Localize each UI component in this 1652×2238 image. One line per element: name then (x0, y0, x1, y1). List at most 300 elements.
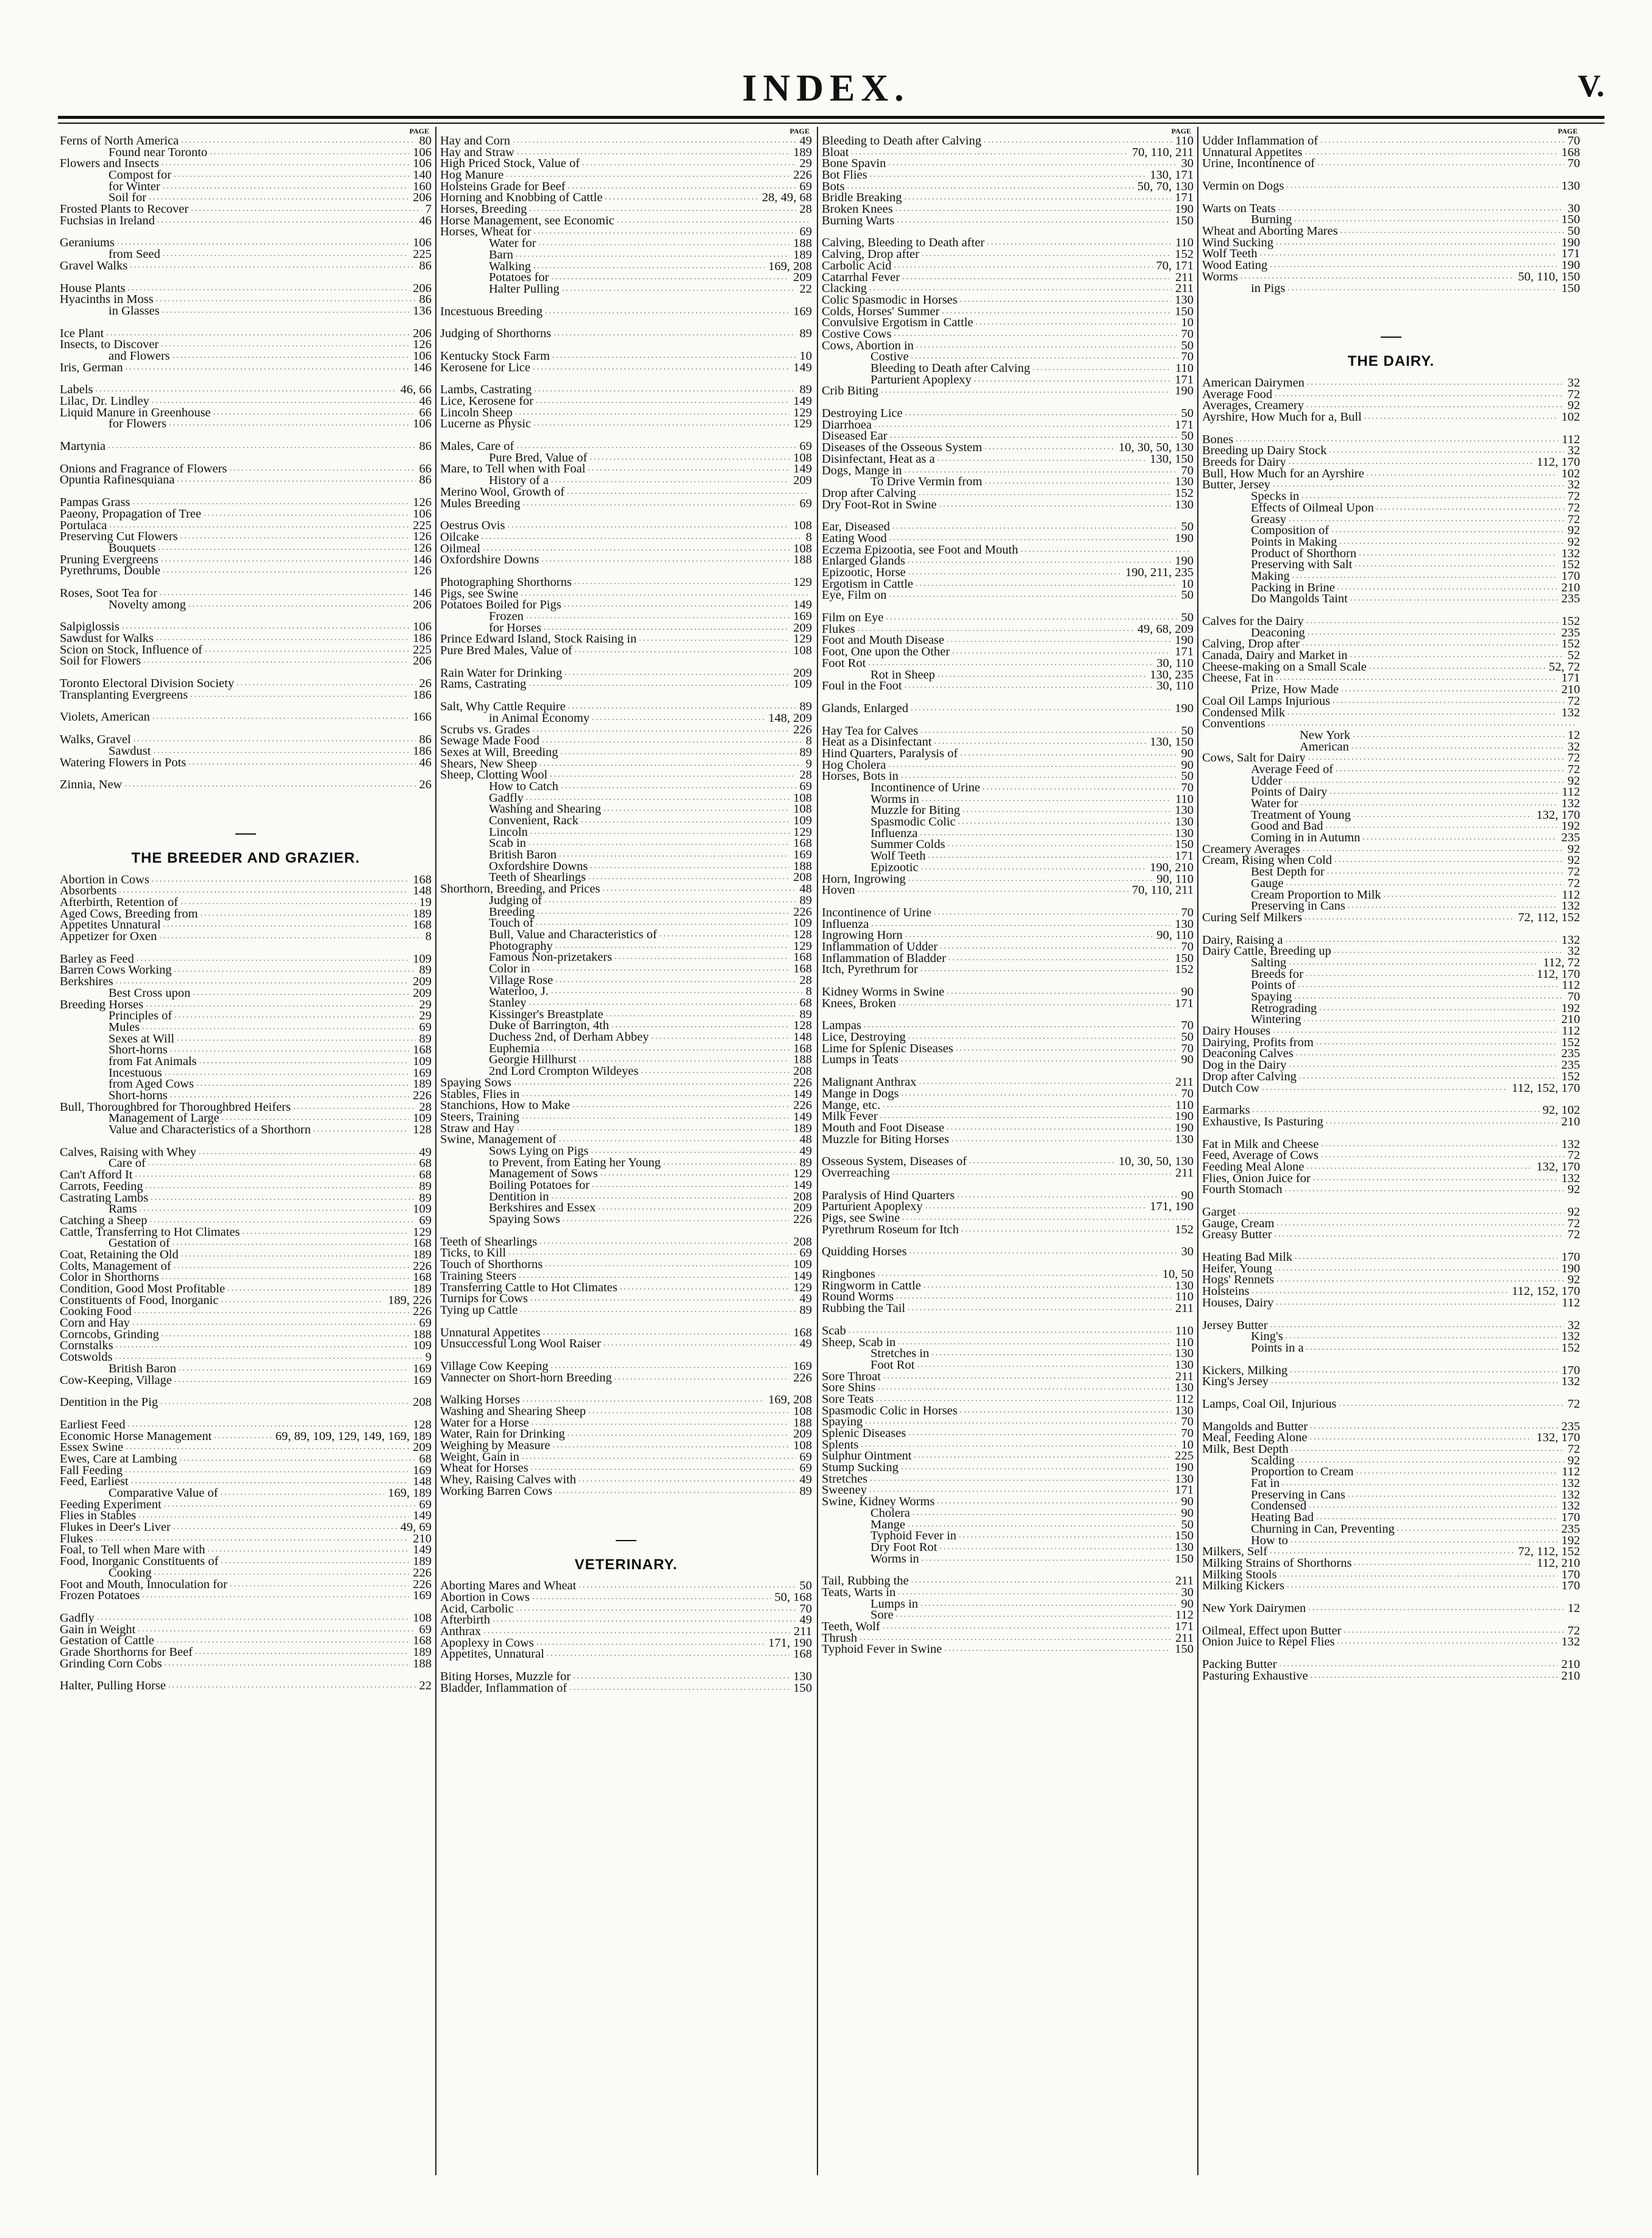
dot-leader (177, 474, 415, 486)
page-ref: 70 (1567, 134, 1580, 148)
page-ref: 150 (1561, 213, 1580, 227)
entry-text: Fourth Stomach (1202, 1183, 1283, 1197)
page-ref: 108 (793, 644, 812, 658)
entry-text: Cream, Rising when Cold (1202, 854, 1332, 868)
entry-text: New York Dairymen (1202, 1601, 1306, 1615)
dot-leader (889, 533, 1172, 544)
dot-leader (152, 396, 416, 407)
index-entry (822, 1382, 1194, 1394)
page-ref: 171 (1175, 372, 1194, 387)
dot-leader (293, 1102, 416, 1113)
entry-text: Flies in Stables (60, 1509, 137, 1523)
entry-text: Mange (871, 1517, 905, 1531)
entry-text: Principles of (109, 1009, 173, 1023)
entry-text: Touch of Shorthorns (440, 1258, 543, 1272)
dot-leader (1340, 226, 1564, 237)
page-ref: 89 (799, 1007, 812, 1021)
dot-leader (899, 998, 1171, 1010)
entry-text: Prize, How Made (1251, 683, 1339, 697)
dot-leader (561, 747, 796, 758)
entry-text: New York (1300, 728, 1351, 742)
entry-text: Potatoes for (489, 271, 549, 285)
page-ref: 90, 110 (1156, 928, 1194, 943)
entry-text: Breeds for Dairy (1202, 455, 1286, 469)
entry-text: Bleeding to Death after Calving (822, 134, 981, 148)
entry-text: Dry Foot-Rot in Swine (822, 497, 937, 511)
index-entry (822, 1405, 1194, 1417)
index-entry (822, 567, 1194, 579)
entry-text: Duke of Barrington, 4th (489, 1019, 609, 1033)
index-group (822, 521, 1194, 601)
page-ref: 130 (1175, 293, 1194, 307)
page-ref: 168 (793, 1041, 812, 1055)
entry-text: Zinnia, New (60, 778, 123, 792)
group-spacer (1202, 1354, 1580, 1365)
dot-leader (1238, 1206, 1564, 1218)
dot-leader (1397, 1523, 1558, 1535)
entry-text: Oxfordshire Downs (489, 859, 588, 873)
index-entry (440, 577, 812, 588)
dot-leader (1279, 1569, 1558, 1581)
dot-leader (876, 1394, 1172, 1405)
page-ref: 12 (1567, 1601, 1580, 1615)
page-ref: 206 (413, 281, 432, 295)
dot-leader (922, 249, 1171, 260)
entry-text: Oestrus Ovis (440, 519, 505, 533)
dot-leader (975, 317, 1177, 329)
entry-text: Oilmeal (440, 541, 481, 555)
page-ref: 169 (413, 1463, 432, 1477)
entry-text: Dairy Cattle, Breeding up (1202, 944, 1331, 958)
dot-leader (533, 226, 796, 238)
index-entry (822, 454, 1194, 465)
dot-leader (507, 520, 789, 532)
entry-text: Milking Strains of Shorthorns (1202, 1556, 1352, 1570)
dot-leader (921, 862, 1147, 874)
index-entry (440, 441, 812, 452)
page-ref: 89 (799, 893, 812, 907)
page-ref: 192 (1561, 819, 1580, 833)
dot-leader (590, 861, 789, 872)
page-ref: 209 (413, 975, 432, 989)
index-subentry (60, 599, 432, 611)
index-subentry (60, 1363, 432, 1375)
entry-text: Drop after Calving (822, 486, 916, 500)
page-ref: 206 (413, 654, 432, 668)
entry-text: Afterbirth, Retention of (60, 896, 179, 909)
dot-leader (1316, 1037, 1558, 1049)
entry-text: Carrots, Feeding (60, 1179, 143, 1193)
page-ref: 150 (1175, 213, 1194, 227)
page-ref: 128 (413, 1417, 432, 1431)
page-ref: 49 (419, 1145, 432, 1159)
page-ref: 30 (1181, 1585, 1194, 1599)
entry-text: Euphemia (489, 1041, 540, 1055)
entry-text: Good and Bad (1251, 819, 1323, 833)
dot-leader (620, 1282, 789, 1294)
index-group (822, 725, 1194, 896)
page-ref: 189 (413, 1645, 432, 1659)
dot-leader (134, 1306, 409, 1317)
index-subentry (822, 862, 1194, 874)
page-ref: 86 (419, 258, 432, 273)
entry-text: Sawdust for Walks (60, 632, 154, 646)
page-ref: 10 (1181, 577, 1194, 591)
dot-leader (942, 306, 1171, 318)
page-ref: 168 (413, 1634, 432, 1648)
entry-text: Best Depth for (1251, 865, 1325, 879)
index-entry (822, 1246, 1194, 1258)
index-subentry (1202, 1478, 1580, 1489)
index-subentry (1202, 798, 1580, 810)
page-ref: 90 (1181, 1053, 1194, 1067)
page-ref: 132 (1561, 1635, 1580, 1649)
index-entry (60, 1249, 432, 1261)
index-subentry (440, 997, 812, 1009)
page-ref: 126 (413, 564, 432, 578)
dot-leader (1305, 912, 1514, 924)
entry-text: Parturient Apoplexy (822, 1200, 923, 1214)
group-spacer (1202, 1094, 1580, 1105)
dot-leader (530, 1293, 796, 1305)
dot-leader (539, 758, 802, 770)
index-group (1202, 1365, 1580, 1388)
dot-leader (162, 305, 410, 317)
entry-text: Roses, Soot Tea for (60, 586, 157, 600)
page-ref: 68 (419, 1452, 432, 1466)
dot-leader (1276, 237, 1558, 249)
page-ref: 226 (413, 1305, 432, 1319)
index-group (60, 441, 432, 452)
dot-leader (213, 407, 416, 419)
dot-leader (1321, 1150, 1564, 1161)
page-ref: 132 (1561, 546, 1580, 560)
entry-text: Short-horns (109, 1043, 168, 1057)
entry-text: Splents (822, 1438, 859, 1452)
entry-text: Colds, Horses' Summer (822, 304, 940, 318)
page-ref: 226 (413, 1566, 432, 1580)
dot-leader (1305, 147, 1558, 159)
index-entry (1202, 1206, 1580, 1218)
page-ref: 130, 150 (1150, 735, 1194, 749)
entry-text: Breeds for (1251, 967, 1303, 981)
page-ref: 50, 168 (774, 1590, 812, 1604)
dot-leader (536, 396, 789, 407)
section-header (1202, 337, 1580, 368)
group-spacer (60, 272, 432, 283)
page-ref: 49, 69 (400, 1520, 432, 1534)
entry-text: Rams (109, 1202, 137, 1216)
entry-text: Wind Sucking (1202, 235, 1274, 249)
page-ref: 89 (419, 1179, 432, 1193)
entry-text: High Priced Stock, Value of (440, 157, 580, 171)
dot-leader (201, 908, 410, 920)
page-ref: 189 (413, 1282, 432, 1295)
page-ref: 110 (1175, 792, 1194, 806)
entry-text: Colic Spasmodic in Horses (822, 293, 958, 307)
entry-text: Cheese, Fat in (1202, 671, 1273, 685)
entry-text: Abortion in Cows (60, 872, 149, 886)
entry-text: Dutch Cow (1202, 1081, 1259, 1095)
dot-leader (529, 679, 789, 690)
index-entry (440, 1111, 812, 1123)
entry-text: Lumps in (871, 1597, 919, 1611)
entry-text: Dairy, Raising a (1202, 933, 1283, 947)
page-ref: 149 (793, 1178, 812, 1192)
page-ref: 70 (1181, 350, 1194, 364)
page-ref: 22 (419, 1679, 432, 1693)
entry-text: Heifer, Young (1202, 1261, 1272, 1275)
entry-text: Bones (1202, 432, 1234, 446)
page-ref: 210 (413, 1531, 432, 1545)
page-ref: 171, 190 (768, 1636, 812, 1650)
dot-leader (600, 1168, 789, 1180)
index-entry (822, 1621, 1194, 1633)
entry-text: Sheep, Clotting Wool (440, 768, 548, 782)
page-ref: 225 (413, 643, 432, 657)
dot-leader (896, 1291, 1172, 1303)
entry-text: Pigs, see Swine (440, 586, 519, 600)
entry-text: Horning and Knobbing of Cattle (440, 191, 603, 205)
index-group (1202, 1320, 1580, 1354)
entry-text: Whey, Raising Calves with (440, 1473, 576, 1487)
dot-leader (547, 1648, 789, 1660)
page-ref: 108 (793, 519, 812, 533)
index-entry (60, 1340, 432, 1352)
page-ref: 152 (1175, 486, 1194, 500)
index-entry (440, 362, 812, 374)
entry-text: Water for (1251, 797, 1298, 810)
entry-text: Typhoid Fever in (871, 1529, 956, 1543)
entry-text: Costive (871, 350, 909, 364)
page-ref: 30, 110 (1156, 656, 1194, 670)
dot-leader (1296, 1048, 1558, 1060)
page-ref: 235 (1561, 1058, 1580, 1072)
entry-text: Do Mangolds Taint (1251, 592, 1348, 606)
index-entry (60, 260, 432, 272)
dot-leader (532, 1592, 771, 1603)
entry-text: Meal, Feeding Alone (1202, 1431, 1308, 1445)
page-ref: 86 (419, 293, 432, 307)
dot-leader (1306, 616, 1558, 627)
group-spacer (1202, 1681, 1580, 1692)
entry-text: Packing Butter (1202, 1658, 1277, 1671)
index-entry (822, 1587, 1194, 1598)
index-entry (1202, 158, 1580, 169)
index-entry (440, 1305, 812, 1316)
index-group (440, 1236, 812, 1316)
entry-text: Malignant Anthrax (822, 1075, 917, 1089)
dot-leader (892, 1167, 1172, 1179)
page-ref: 110 (1175, 236, 1194, 250)
dot-leader (508, 1247, 796, 1259)
page-ref: 168 (793, 836, 812, 850)
entry-text: Epizootic, Horse (822, 566, 906, 580)
page-ref: 106 (413, 417, 432, 431)
dot-leader (160, 1397, 409, 1408)
index-group (822, 1269, 1194, 1314)
page-ref: 190 (1561, 235, 1580, 249)
entry-text: Broken Knees (822, 202, 893, 216)
entry-text: Soil for Flowers (60, 654, 141, 668)
dot-leader (575, 645, 790, 657)
page-ref: 130 (1175, 1403, 1194, 1417)
index-entry (60, 204, 432, 215)
dot-leader (173, 1522, 397, 1533)
page-ref: 171 (1175, 849, 1194, 863)
page-ref: 149 (793, 462, 812, 476)
page-ref: 92 (1567, 1453, 1580, 1467)
dot-leader (969, 1156, 1115, 1167)
index-group (1202, 1105, 1580, 1127)
entry-text: Washing and Shearing (489, 802, 601, 816)
page-ref: 106 (413, 236, 432, 250)
index-entry (60, 757, 432, 769)
page-ref: 90 (1181, 985, 1194, 999)
page-ref: 149 (793, 394, 812, 408)
dot-leader (589, 452, 789, 464)
dot-leader (514, 1077, 789, 1089)
dot-leader (1294, 991, 1564, 1003)
page-ref: 190 (1175, 633, 1194, 647)
dot-leader (920, 1598, 1177, 1610)
page-ref: 108 (793, 1439, 812, 1453)
dot-leader (592, 1180, 789, 1191)
group-spacer (822, 1009, 1194, 1020)
index-entry (440, 1603, 812, 1615)
entry-text: Cattle, Transferring to Hot Climates (60, 1225, 240, 1239)
entry-text: Milking Kickers (1202, 1579, 1284, 1593)
entry-text: Pyrethrum Roseum for Itch (822, 1222, 959, 1236)
page-ref: 150 (1175, 838, 1194, 852)
page-ref: 190 (1175, 554, 1194, 568)
section-heading: VETERINARY. (574, 1556, 678, 1573)
entry-text: Points of (1251, 978, 1296, 992)
dot-leader (174, 1375, 409, 1386)
dot-leader (553, 1440, 790, 1452)
page-ref: 49 (799, 134, 812, 148)
page-ref: 68 (799, 996, 812, 1010)
entry-text: Quidding Horses (822, 1245, 907, 1259)
entry-text: Jersey Butter (1202, 1318, 1268, 1332)
entry-text: Toronto Electoral Division Society (60, 677, 235, 691)
index-subentry (60, 1124, 432, 1136)
page-ref: 188 (793, 1053, 812, 1067)
dot-leader (196, 1078, 409, 1090)
entry-text: Bladder, Inflammation of (440, 1681, 568, 1695)
page-ref: 129 (793, 1167, 812, 1181)
dot-leader (952, 1134, 1171, 1146)
dot-leader (135, 1169, 415, 1181)
page-ref: 150 (1175, 1552, 1194, 1566)
entry-text: Photographing Shorthorns (440, 575, 572, 589)
page-ref: 69 (799, 779, 812, 793)
index-group (60, 1680, 432, 1692)
entry-text: Milking Stools (1202, 1567, 1277, 1581)
entry-text: Costive Cows (822, 327, 892, 341)
entry-text: Packing in Brine (1251, 580, 1335, 594)
page-ref: 130 (793, 1670, 812, 1684)
page-ref: 66 (419, 405, 432, 419)
page-ref: 70 (1181, 1427, 1194, 1441)
dot-leader (164, 1658, 409, 1670)
entry-text: Pigs, see Swine (822, 1211, 900, 1225)
page-ref: 89 (799, 1155, 812, 1169)
page-ref: 112 (1562, 1295, 1580, 1310)
page-ref: 211 (1175, 270, 1194, 284)
page-ref: 70 (1181, 939, 1194, 953)
dot-leader (939, 499, 1172, 511)
dot-leader (126, 362, 410, 374)
entry-text: Preserving in Cans (1251, 899, 1345, 913)
dot-leader (1276, 1297, 1558, 1309)
entry-text: Fall Feeding (60, 1463, 123, 1477)
entry-text: Lampas (822, 1019, 861, 1033)
index-entry (1202, 180, 1580, 192)
page-ref: 70 (1567, 157, 1580, 171)
page-ref: 72 (1567, 694, 1580, 708)
entry-text: Mange in Dogs (822, 1086, 899, 1100)
page-ref: 112, 152, 170 (1512, 1081, 1580, 1095)
dot-leader (1333, 696, 1564, 707)
entry-text: Houses, Dairy (1202, 1295, 1274, 1310)
page-ref: 208 (793, 1064, 812, 1078)
dot-leader (1308, 752, 1564, 764)
entry-text: Gauge (1251, 876, 1284, 890)
page-ref: 10, 30, 50, 130 (1119, 441, 1194, 455)
entry-text: Males, Care of (440, 440, 514, 454)
entry-text: Stretches (822, 1472, 868, 1486)
index-entry (60, 565, 432, 577)
dot-leader (522, 1452, 796, 1463)
page-ref: 49 (799, 1473, 812, 1487)
entry-text: Transferring Cattle to Hot Climates (440, 1280, 618, 1294)
dot-leader (849, 1325, 1172, 1337)
page-ref: 169 (793, 848, 812, 862)
index-entry (440, 554, 812, 566)
entry-text: Butter, Jersey (1202, 478, 1270, 492)
dot-leader (152, 874, 409, 886)
entry-text: Georgie Hillhurst (489, 1053, 577, 1067)
dot-leader (894, 329, 1177, 340)
header-rule (58, 116, 1604, 119)
dot-leader (164, 1499, 416, 1511)
dot-leader (916, 340, 1178, 352)
index-entry (1202, 912, 1580, 924)
entry-text: Greasy (1251, 512, 1287, 526)
index-entry (60, 964, 432, 976)
section-header (60, 833, 432, 864)
entry-text: Bone Spavin (822, 157, 886, 171)
page-ref: 49, 68, 209 (1137, 622, 1194, 636)
index-entry (60, 1613, 432, 1624)
page-ref: 168 (413, 1270, 432, 1285)
entry-text: Ticks, to Kill (440, 1246, 507, 1260)
index-subentry (440, 963, 812, 975)
dot-leader (521, 588, 808, 600)
page-ref: 72 (1567, 512, 1580, 526)
page-ref: 226 (793, 1213, 812, 1227)
page-ref: 46 (419, 394, 432, 408)
page-ref: 86 (419, 733, 432, 747)
page-ref: 50 (1181, 407, 1194, 421)
index-entry (822, 964, 1194, 975)
page-ref: 109 (413, 952, 432, 966)
page-ref: 149 (793, 1110, 812, 1124)
page-ref: 170 (1561, 1567, 1580, 1581)
dot-leader (958, 816, 1172, 828)
entry-text: Teeth, Wolf (822, 1620, 880, 1634)
